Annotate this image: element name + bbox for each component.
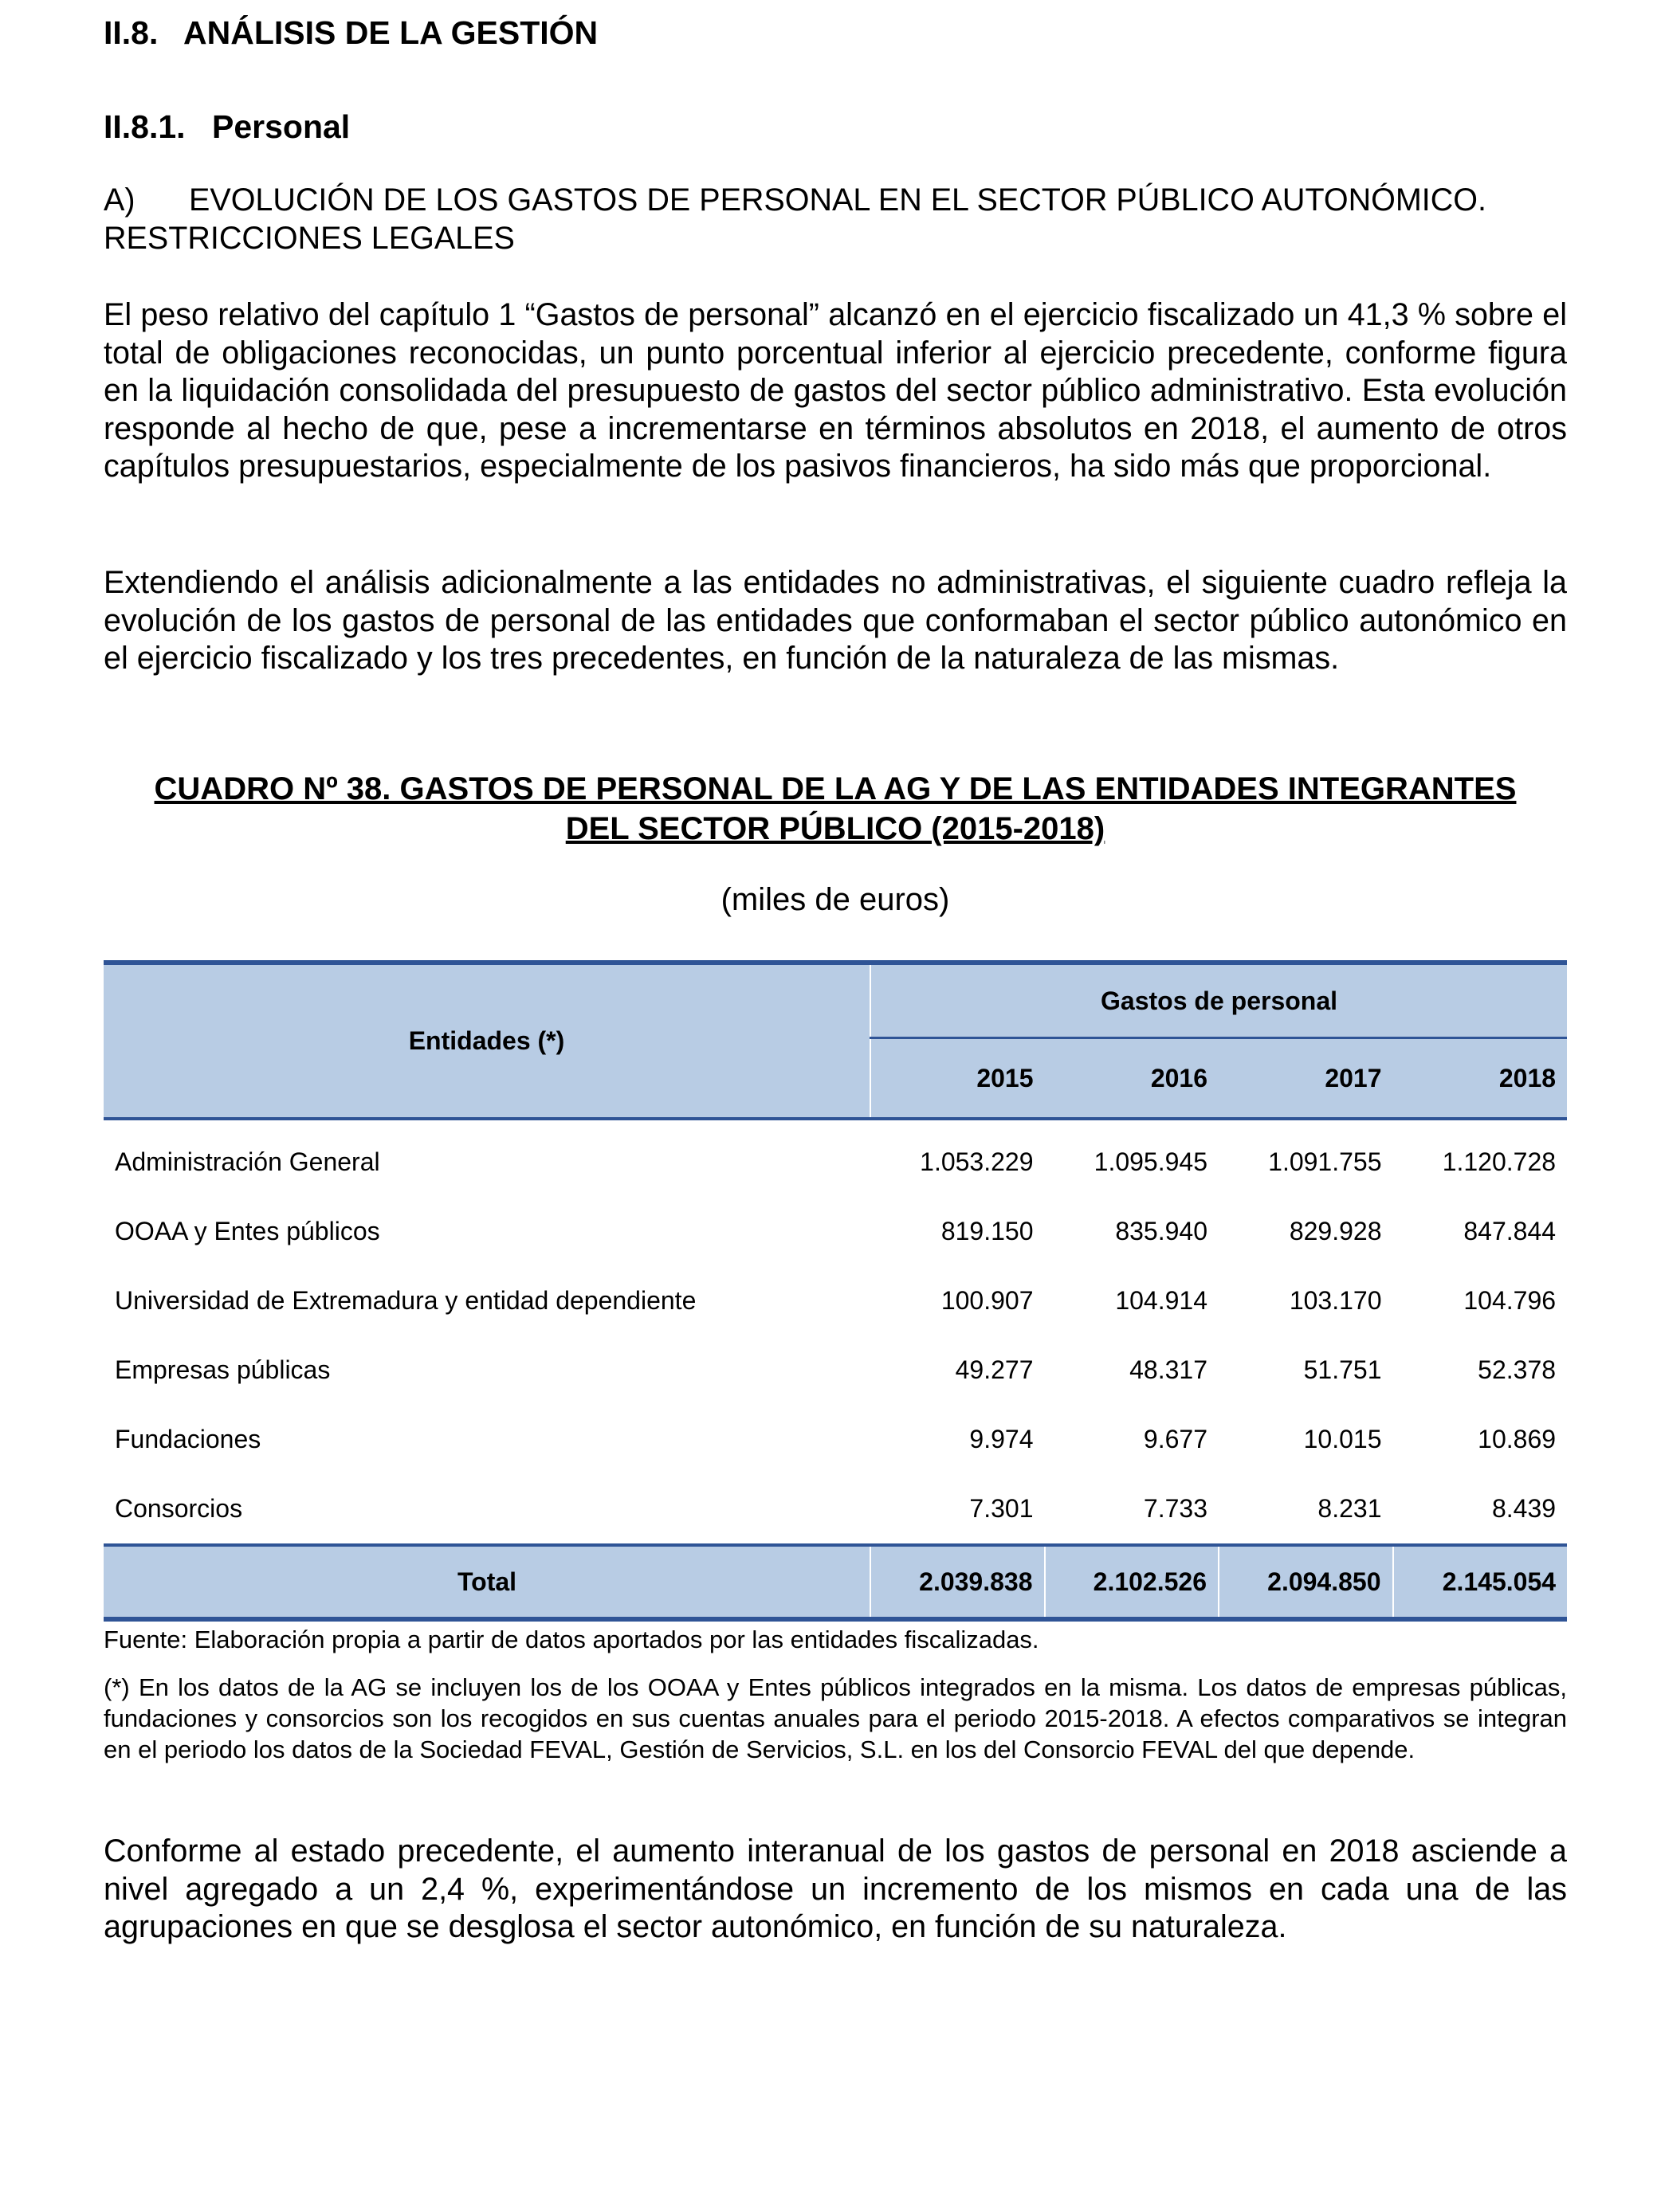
total-row: [104, 1545, 1567, 1619]
total-value-cell: 2.094.850: [1219, 1545, 1393, 1619]
entities-header: Entidades (*): [104, 963, 870, 1119]
year-header: 2016: [1045, 1038, 1219, 1120]
table-caption-line2: DEL SECTOR PÚBLICO (2015-2018): [565, 811, 1105, 846]
table-row: [104, 1119, 1567, 1197]
row-label: Consorcios: [115, 1494, 243, 1523]
table-footnote: (*) En los datos de la AG se incluyen los de los OOAA y Entes públicos integrados en la misma. Los datos de empresas públicas, fundaciones y consorcios son los recogidos en sus cuentas anuales para el periodo 2015-2018. A efectos comparativos se integran en el periodo los datos de la Sociedad FEVAL, Gestión de Servicios, S.L. en los del Consorcio FEVAL del que depende.: [104, 1673, 1567, 1763]
subheading-a-label: A): [104, 182, 135, 218]
value-cell: 10.869: [1478, 1425, 1557, 1453]
year-header: 2015: [870, 1038, 1045, 1120]
total-value-cell: 2.039.838: [870, 1545, 1045, 1619]
value-cell: 847.844: [1463, 1217, 1557, 1245]
subsection-number: II.8.1.: [104, 108, 186, 145]
total-value-cell: 2.102.526: [1045, 1545, 1219, 1619]
value-cell: 52.378: [1478, 1355, 1557, 1384]
row-label: Universidad de Extremadura y entidad dependiente: [115, 1286, 697, 1315]
year-header: 2017: [1219, 1038, 1393, 1120]
row-label: Empresas públicas: [115, 1355, 331, 1384]
subheading-a-text: EVOLUCIÓN DE LOS GASTOS DE PERSONAL EN EL SECTOR PÚBLICO AUTONÓMICO. RESTRICCIONES LEGALES: [104, 182, 1486, 256]
table-row: [104, 1405, 1567, 1474]
value-cell: 9.974: [969, 1425, 1034, 1453]
value-cell: 1.120.728: [1442, 1147, 1557, 1176]
value-cell: 829.928: [1289, 1217, 1382, 1245]
total-value-cell: 2.145.054: [1393, 1545, 1568, 1619]
expenses-group-header: Gastos de personal: [870, 963, 1567, 1038]
personnel-expenses-table: [104, 960, 1567, 1622]
table-units: (miles de euros): [721, 882, 950, 917]
table-row: [104, 1474, 1567, 1545]
value-cell: 104.796: [1463, 1286, 1557, 1315]
subsection-title: Personal: [212, 108, 351, 145]
value-cell: 51.751: [1303, 1355, 1382, 1384]
value-cell: 10.015: [1303, 1425, 1382, 1453]
value-cell: 7.733: [1143, 1494, 1207, 1523]
subsection-heading: [104, 108, 350, 146]
row-label: OOAA y Entes públicos: [115, 1217, 380, 1245]
value-cell: 835.940: [1115, 1217, 1207, 1245]
row-label: Administración General: [115, 1147, 380, 1176]
value-cell: 49.277: [955, 1355, 1034, 1384]
value-cell: 8.439: [1491, 1494, 1557, 1523]
section-title: ANÁLISIS DE LA GESTIÓN: [183, 14, 599, 51]
total-label: Total: [104, 1545, 870, 1619]
table-row: [104, 1335, 1567, 1405]
value-cell: 7.301: [969, 1494, 1034, 1523]
paragraph-1: El peso relativo del capítulo 1 “Gastos de personal” alcanzó en el ejercicio fiscalizado un 41,3 % sobre el total de obligaciones reconocidas, un punto porcentual inferior al ejercicio precedente, conforme figura en la liquidación consolidada del presupuesto de gastos del sector público administrativo. Esta evolución responde al hecho de que, pese a incrementarse en términos absolutos en 2018, el aumento de otros capítulos presupuestarios, especialmente de los pasivos financieros, ha sido más que proporcional.: [104, 297, 1567, 484]
section-heading: [104, 14, 598, 52]
section-number: II.8.: [104, 14, 159, 51]
paragraph-3: Conforme al estado precedente, el aumento interanual de los gastos de personal en 2018 asciende a nivel agregado a un 2,4 %, experimentándose un incremento de los mismos en cada una de las agrupaciones en que se desglosa el sector autonómico, en función de su naturaleza.: [104, 1834, 1567, 1944]
value-cell: 48.317: [1129, 1355, 1207, 1384]
value-cell: 819.150: [940, 1217, 1034, 1245]
table-row: [104, 1197, 1567, 1266]
table-caption: [104, 769, 1567, 849]
value-cell: 103.170: [1289, 1286, 1382, 1315]
value-cell: 104.914: [1115, 1286, 1207, 1315]
table-caption-line1: CUADRO Nº 38. GASTOS DE PERSONAL DE LA AG Y DE LAS ENTIDADES INTEGRANTES: [154, 771, 1517, 806]
source-note: Fuente: Elaboración propia a partir de datos aportados por las entidades fiscalizadas.: [104, 1626, 1039, 1653]
year-header: 2018: [1393, 1038, 1568, 1120]
value-cell: 8.231: [1317, 1494, 1382, 1523]
value-cell: 9.677: [1143, 1425, 1207, 1453]
value-cell: 1.095.945: [1094, 1147, 1207, 1176]
value-cell: 1.091.755: [1268, 1147, 1382, 1176]
paragraph-2: Extendiendo el análisis adicionalmente a las entidades no administrativas, el siguiente cuadro refleja la evolución de los gastos de personal de las entidades que conformaban el sector público autonómico en el ejercicio fiscalizado y los tres precedentes, en función de la naturaleza de las mismas.: [104, 565, 1567, 676]
table-row: [104, 1266, 1567, 1335]
row-label: Fundaciones: [115, 1425, 261, 1453]
value-cell: 1.053.229: [920, 1147, 1034, 1176]
value-cell: 100.907: [940, 1286, 1034, 1315]
subheading-a: [104, 182, 1567, 257]
